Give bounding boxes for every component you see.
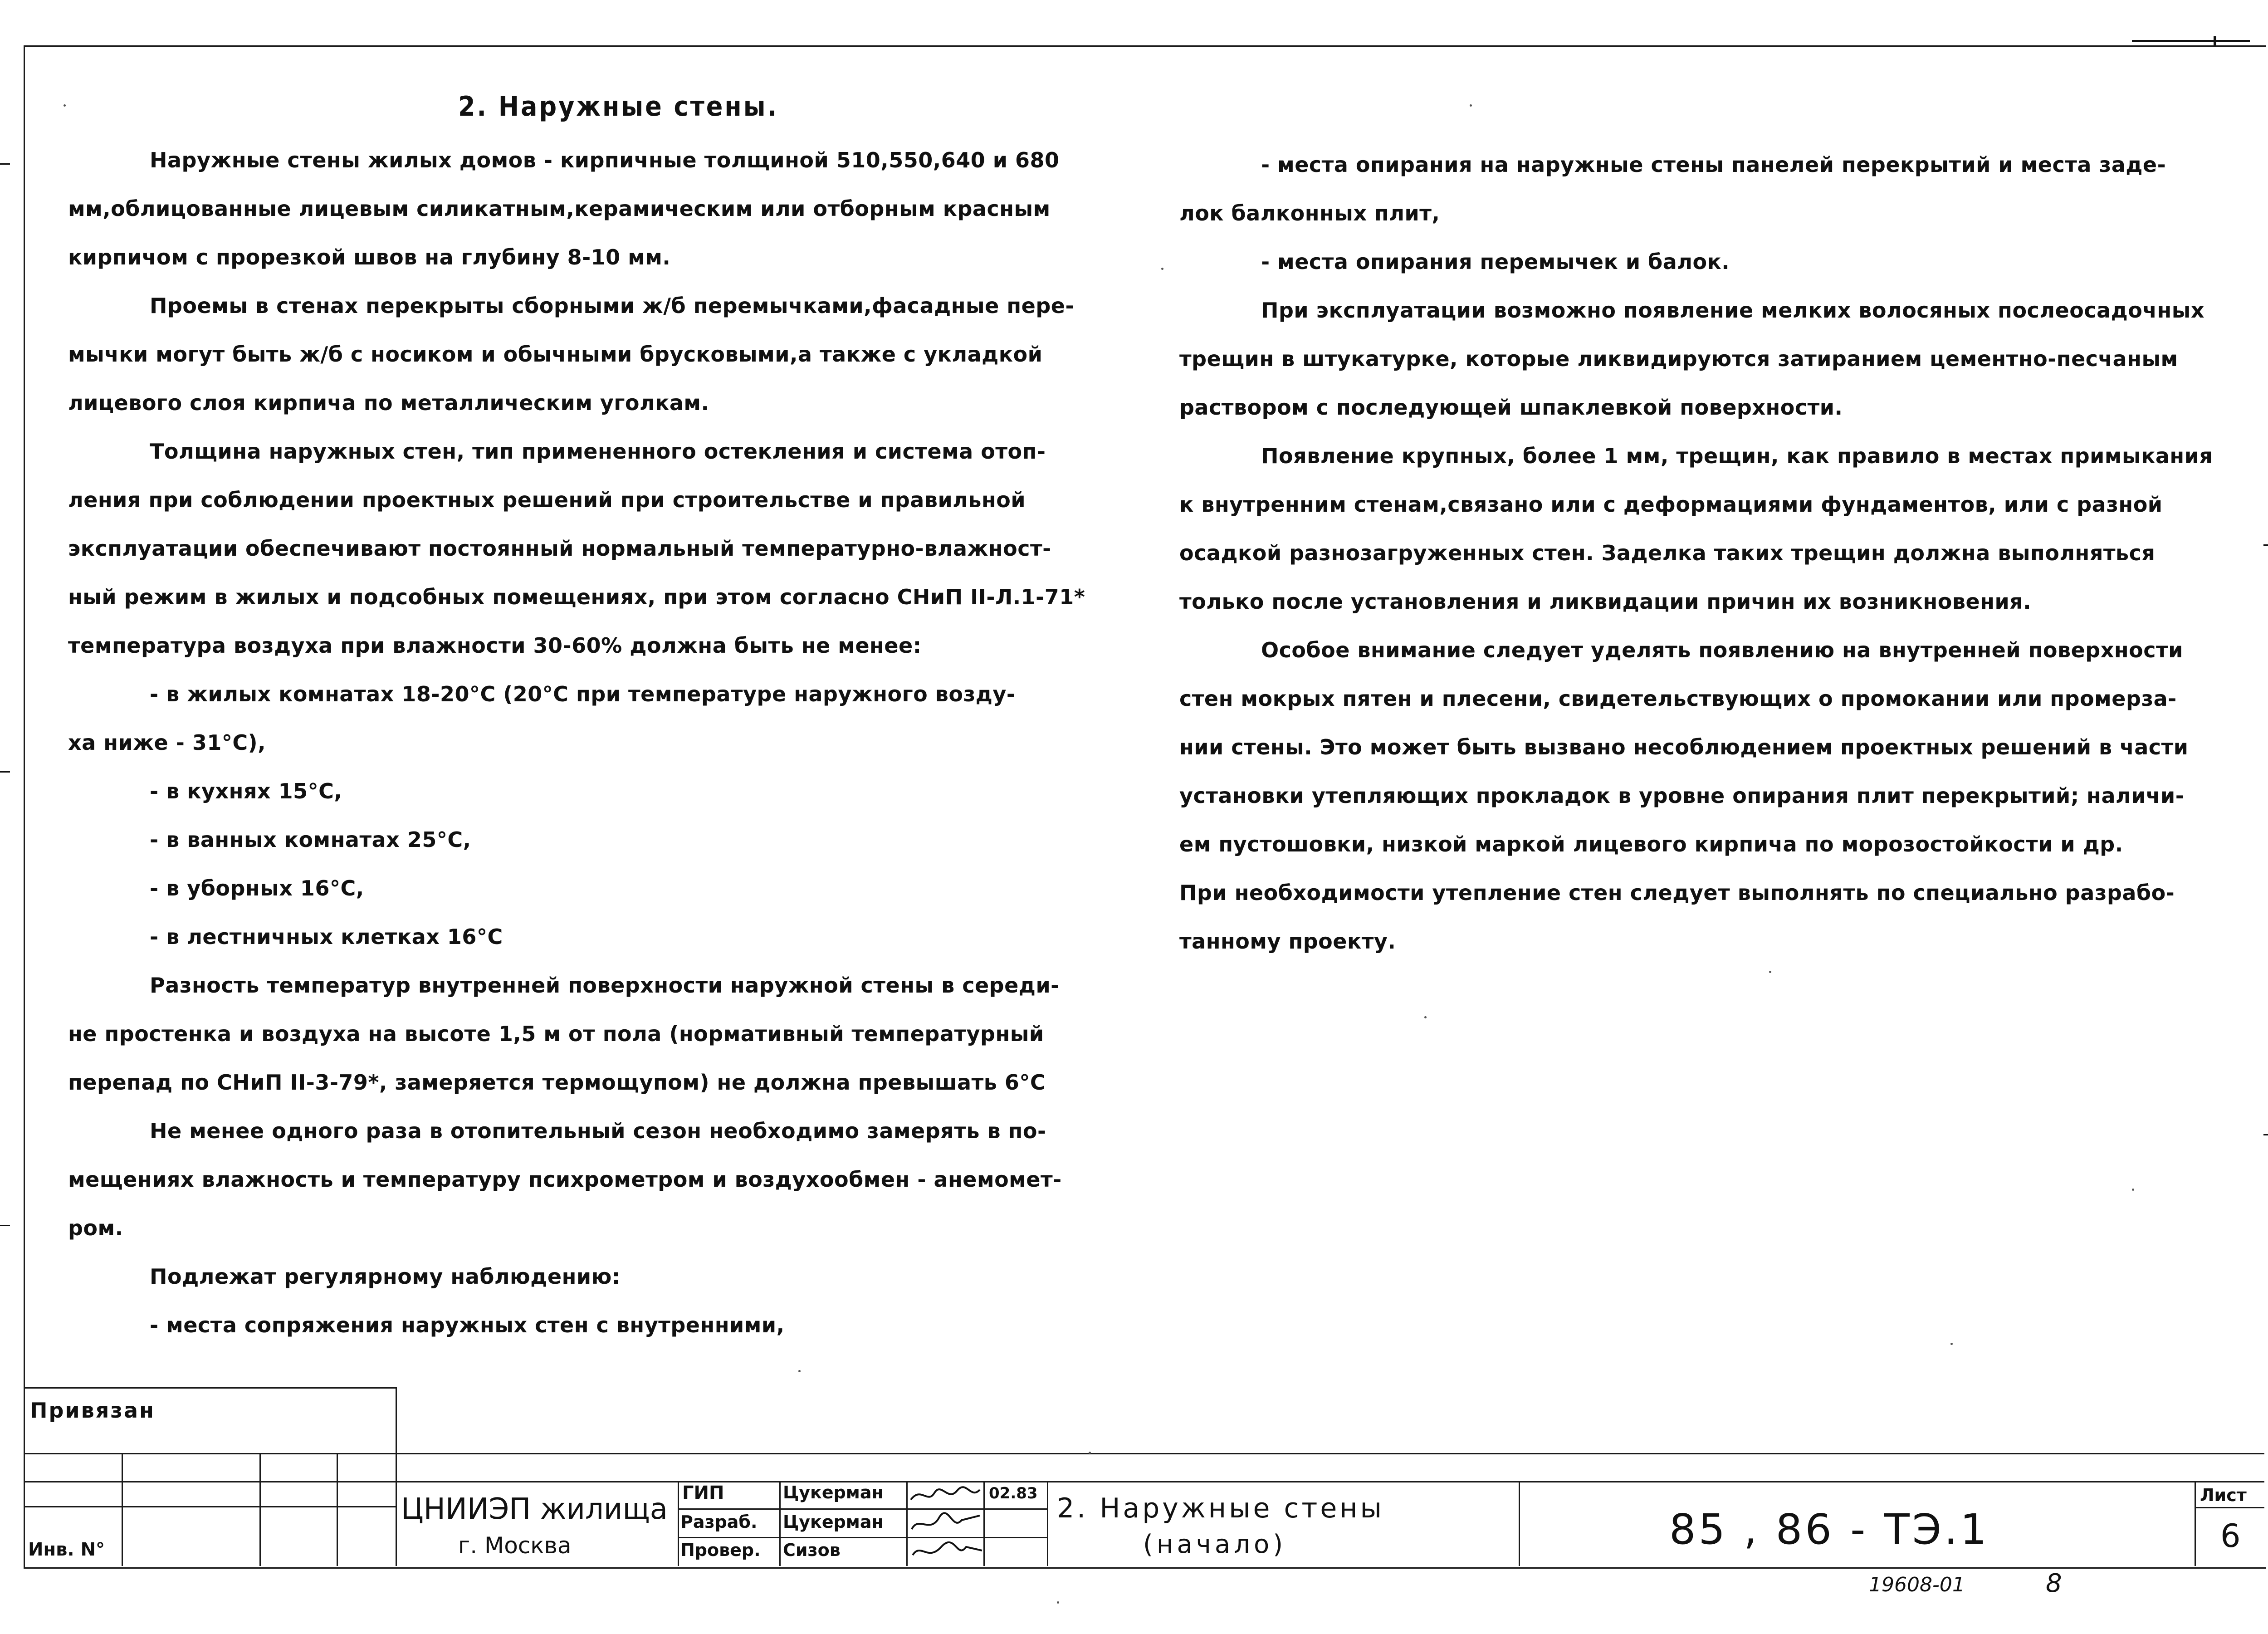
name-prover: Сизов	[783, 1540, 841, 1560]
text-line: ем пустошовки, низкой маркой лицевого кирпича по морозостойкости и др.	[1179, 832, 2123, 856]
text-line: - места опирания на наружные стены панелей перекрытий и места заде-	[1261, 152, 2166, 177]
text-line: осадкой разнозагруженных стен. Заделка таких трещин должна выполняться	[1179, 541, 2156, 565]
text-line: к внутренним стенам,связано или с деформациями фундаментов, или с разной	[1179, 492, 2163, 517]
text-line: мычки могут быть ж/б с носиком и обычными брусковыми,а также с укладкой	[68, 342, 1043, 367]
margin-tick	[2263, 544, 2268, 546]
role-gip: ГИП	[682, 1482, 724, 1503]
title-block-row-line	[24, 1481, 396, 1482]
text-line: Появление крупных, более 1 мм, трещин, как правило в местах примыкания	[1261, 444, 2213, 468]
title-block-top-line	[24, 1387, 396, 1389]
right-text-column	[1179, 141, 2259, 966]
organization-name: ЦНИИЭП жилища	[401, 1492, 668, 1526]
text-line: танному проекту.	[1179, 929, 1396, 954]
left-text-column	[68, 136, 1129, 1350]
margin-tick	[0, 1225, 10, 1226]
text-line: При эксплуатации возможно появление мелких волосяных послеосадочных	[1261, 298, 2205, 323]
organization-city: г. Москва	[458, 1532, 572, 1559]
text-line: стен мокрых пятен и плесени, свидетельствующих о промокании или промерза-	[1179, 686, 2177, 711]
margin-tick	[0, 163, 10, 165]
text-line: не простенка и воздуха на высоте 1,5 м от пола (нормативный температурный	[68, 1022, 1044, 1046]
role-row-line	[678, 1508, 1047, 1510]
title-block-main-line	[24, 1453, 2264, 1454]
scan-speck	[1089, 1452, 1091, 1454]
text-line: Толщина наружных стен, тип примененного остекления и система отоп-	[150, 439, 1046, 464]
margin-tick	[0, 771, 10, 773]
text-line: трещин в штукатурке, которые ликвидируются затиранием цементно-песчаным	[1179, 347, 2178, 371]
text-line: ный режим в жилых и подсобных помещениях, при этом согласно СНиП II-Л.1-71*	[68, 585, 1085, 609]
text-line: - в ванных комнатах 25°С,	[150, 827, 471, 852]
margin-tick	[2263, 1134, 2268, 1135]
text-line: раствором с последующей шпаклевкой поверхности.	[1179, 395, 1843, 420]
title-block-divider	[2195, 1481, 2196, 1566]
text-line: ления при соблюдении проектных решений при строительстве и правильной	[68, 488, 1026, 512]
sheet-title-line2: (начало)	[1143, 1530, 1287, 1559]
page-number: 8	[2046, 1569, 2062, 1598]
name-gip: Цукерман	[783, 1482, 884, 1502]
title-block-divider	[1047, 1481, 1048, 1566]
scan-speck	[1161, 268, 1163, 270]
title-block-divider	[337, 1453, 338, 1566]
text-line: Разность температур внутренней поверхности наружной стены в середи-	[150, 973, 1060, 998]
text-line: нии стены. Это может быть вызвано несоблюдением проектных решений в части	[1179, 735, 2189, 759]
text-line: Особое внимание следует уделять появлению на внутренней поверхности	[1261, 638, 2183, 662]
text-line: перепад по СНиП II-3-79*, замеряется термощупом) не должна превышать 6°С	[68, 1070, 1046, 1095]
title-block-divider	[396, 1387, 397, 1566]
text-line: - в лестничных клетках 16°С	[150, 925, 503, 949]
text-line: Подлежат регулярному наблюдению:	[150, 1264, 621, 1289]
signature-gip	[907, 1482, 984, 1509]
text-line: Не менее одного раза в отопительный сезон необходимо замерять в по-	[150, 1119, 1046, 1143]
text-line: лок балконных плит,	[1179, 201, 1440, 225]
title-block-divider	[779, 1481, 781, 1566]
scan-speck	[798, 1370, 801, 1372]
text-line: только после установления и ликвидации причин их возникновения.	[1179, 589, 2032, 614]
title-block-divider	[678, 1481, 679, 1566]
inventory-number-label: Инв. N°	[28, 1539, 105, 1560]
text-line: эксплуатации обеспечивают постоянный нормальный температурно-влажност-	[68, 536, 1051, 561]
signature-razrab	[907, 1509, 984, 1537]
role-razrab: Разраб.	[680, 1512, 758, 1532]
sheet-number: 6	[2220, 1517, 2241, 1555]
text-line: ха ниже - 31°С),	[68, 730, 266, 755]
text-line: температура воздуха при влажности 30-60% должна быть не менее:	[68, 633, 922, 658]
sheet-label: Лист	[2200, 1485, 2247, 1505]
text-line: ром.	[68, 1216, 123, 1240]
title-block-row-line	[24, 1506, 396, 1507]
text-line: Проемы в стенах перекрыты сборными ж/б перемычками,фасадные пере-	[150, 294, 1075, 318]
role-row-line	[678, 1537, 1047, 1538]
scan-speck	[1950, 1343, 1953, 1345]
text-line: - в уборных 16°С,	[150, 876, 364, 900]
date-field: 02.83	[989, 1484, 1038, 1502]
text-line: установки утепляющих прокладок в уровне опирания плит перекрытий; наличи-	[1179, 783, 2185, 808]
title-block-divider	[122, 1453, 123, 1566]
corner-mark	[2132, 40, 2250, 42]
scan-speck	[2132, 1189, 2134, 1191]
text-line: - места опирания перемычек и балок.	[1261, 250, 1730, 274]
role-prover: Провер.	[680, 1540, 761, 1560]
text-line: мм,облицованные лицевым силикатным,керамическим или отборным красным	[68, 196, 1051, 221]
title-block-divider	[259, 1453, 261, 1566]
scan-speck	[64, 104, 66, 107]
title-block-top-line-right	[396, 1481, 2264, 1482]
section-heading: 2. Наружные стены.	[458, 91, 779, 122]
text-line: кирпичом с прорезкой швов на глубину 8-10 мм.	[68, 245, 671, 269]
text-line: - в кухнях 15°С,	[150, 779, 342, 803]
text-line: лицевого слоя кирпича по металлическим уголкам.	[68, 391, 709, 415]
text-line: Наружные стены жилых домов - кирпичные толщиной 510,550,640 и 680	[150, 148, 1060, 172]
scan-speck	[1424, 1016, 1427, 1018]
text-line: мещениях влажность и температуру психрометром и воздухообмен - анемомет-	[68, 1167, 1062, 1192]
archive-number: 19608-01	[1869, 1573, 1965, 1596]
corner-mark	[2214, 36, 2216, 45]
sheet-title-line1: 2. Наружные стены	[1057, 1492, 1384, 1524]
name-razrab: Цукерман	[783, 1512, 884, 1532]
scan-speck	[1769, 971, 1771, 973]
scan-speck	[1057, 1601, 1059, 1604]
scan-speck	[1470, 104, 1472, 107]
sheet-label-line	[2195, 1507, 2264, 1508]
signature-prover	[907, 1537, 984, 1565]
title-block-divider	[1519, 1481, 1520, 1566]
text-line: - места сопряжения наружных стен с внутренними,	[150, 1313, 785, 1337]
privyazan-label: Привязан	[30, 1398, 155, 1423]
text-line: - в жилых комнатах 18-20°С (20°С при температуре наружного возду-	[150, 682, 1016, 706]
document-code: 85 , 86 - ТЭ.1	[1669, 1505, 1989, 1554]
text-line: При необходимости утепление стен следует выполнять по специально разрабо-	[1179, 881, 2175, 905]
